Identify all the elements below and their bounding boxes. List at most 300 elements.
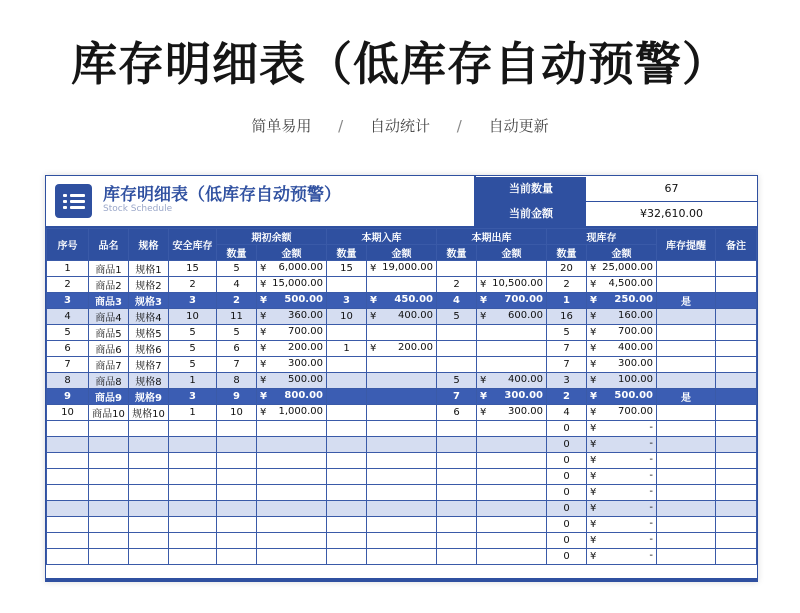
cell-current-qty[interactable]: 16: [547, 309, 587, 325]
cell-current-amount: -: [649, 550, 653, 561]
cell-safety-stock[interactable]: [169, 421, 217, 437]
cell-inbound-amount-wrap[interactable]: [367, 389, 437, 405]
cell-current-amount: -: [649, 534, 653, 545]
cell-outbound-amount-wrap[interactable]: [477, 405, 547, 421]
cell-inbound-amount-wrap[interactable]: [367, 261, 437, 277]
cell-current-qty[interactable]: 3: [547, 373, 587, 389]
sheet-bottom-border: [46, 578, 757, 581]
currency-symbol: ¥: [370, 343, 377, 354]
cell-outbound-qty[interactable]: [437, 485, 477, 501]
cell-inbound-amount-wrap[interactable]: [367, 501, 437, 517]
cell-opening-qty[interactable]: [217, 549, 257, 565]
cell-name[interactable]: 商品2: [89, 277, 129, 293]
cell-outbound-amount-wrap[interactable]: [477, 453, 547, 469]
cell-note[interactable]: [716, 517, 757, 533]
cell-opening-amount-wrap[interactable]: [257, 293, 327, 309]
cell-no[interactable]: 4: [47, 309, 89, 325]
cell-spec[interactable]: 规格9: [129, 389, 169, 405]
cell-outbound-amount-wrap[interactable]: [477, 533, 547, 549]
cell-inbound-qty[interactable]: [327, 453, 367, 469]
cell-no[interactable]: 10: [47, 405, 89, 421]
cell-current-amount-wrap[interactable]: [587, 293, 657, 309]
cell-opening-amount: 300.00: [288, 358, 323, 369]
cell-current-amount-wrap[interactable]: [587, 373, 657, 389]
cell-current-qty[interactable]: 0: [547, 469, 587, 485]
cell-name[interactable]: [89, 533, 129, 549]
cell-no[interactable]: 3: [47, 293, 89, 309]
cell-current-amount-wrap[interactable]: [587, 277, 657, 293]
cell-outbound-amount-wrap[interactable]: [477, 309, 547, 325]
cell-current-qty[interactable]: 7: [547, 341, 587, 357]
currency-symbol: ¥: [260, 295, 267, 306]
cell-spec[interactable]: 规格2: [129, 277, 169, 293]
cell-outbound-qty[interactable]: [437, 341, 477, 357]
cell-spec[interactable]: 规格5: [129, 325, 169, 341]
cell-no[interactable]: [47, 549, 89, 565]
cell-note[interactable]: [716, 277, 757, 293]
cell-no[interactable]: 2: [47, 277, 89, 293]
cell-inbound-qty[interactable]: [327, 485, 367, 501]
cell-opening-qty[interactable]: [217, 421, 257, 437]
cell-outbound-qty[interactable]: 6: [437, 405, 477, 421]
cell-inbound-amount-wrap[interactable]: [367, 421, 437, 437]
cell-outbound-amount-wrap[interactable]: [477, 501, 547, 517]
subheader-qty: 数量: [327, 245, 367, 261]
cell-current-qty[interactable]: 0: [547, 549, 587, 565]
cell-name[interactable]: [89, 517, 129, 533]
subheader-amount: 金额: [587, 245, 657, 261]
cell-name[interactable]: [89, 421, 129, 437]
cell-inbound-qty[interactable]: [327, 469, 367, 485]
cell-opening-amount-wrap[interactable]: [257, 309, 327, 325]
cell-opening-amount-wrap[interactable]: [257, 357, 327, 373]
cell-spec[interactable]: 规格10: [129, 405, 169, 421]
cell-current-amount-wrap[interactable]: [587, 325, 657, 341]
cell-opening-qty[interactable]: 11: [217, 309, 257, 325]
cell-inbound-qty[interactable]: [327, 357, 367, 373]
cell-name[interactable]: [89, 485, 129, 501]
cell-stock-alert[interactable]: [657, 517, 716, 533]
cell-current-qty[interactable]: 7: [547, 357, 587, 373]
cell-inbound-qty[interactable]: 15: [327, 261, 367, 277]
cell-outbound-amount-wrap[interactable]: [477, 389, 547, 405]
cell-stock-alert[interactable]: 是: [657, 293, 716, 309]
cell-opening-amount-wrap[interactable]: [257, 501, 327, 517]
cell-current-qty[interactable]: 4: [547, 405, 587, 421]
cell-spec[interactable]: [129, 501, 169, 517]
cell-inbound-amount-wrap[interactable]: [367, 293, 437, 309]
cell-spec[interactable]: 规格7: [129, 357, 169, 373]
cell-outbound-qty[interactable]: [437, 517, 477, 533]
cell-opening-qty[interactable]: [217, 437, 257, 453]
cell-current-amount-wrap[interactable]: [587, 341, 657, 357]
cell-note[interactable]: [716, 533, 757, 549]
cell-outbound-qty[interactable]: [437, 549, 477, 565]
cell-safety-stock[interactable]: [169, 549, 217, 565]
table-row: [47, 293, 757, 309]
cell-opening-qty[interactable]: 6: [217, 341, 257, 357]
currency-symbol: ¥: [260, 263, 267, 274]
cell-stock-alert[interactable]: [657, 485, 716, 501]
cell-note[interactable]: [716, 453, 757, 469]
cell-inbound-qty[interactable]: [327, 533, 367, 549]
table-row: [47, 437, 757, 453]
cell-safety-stock[interactable]: 3: [169, 389, 217, 405]
subheader-qty: 数量: [217, 245, 257, 261]
cell-inbound-qty[interactable]: [327, 325, 367, 341]
cell-outbound-qty[interactable]: 7: [437, 389, 477, 405]
cell-outbound-qty[interactable]: [437, 357, 477, 373]
cell-spec[interactable]: [129, 469, 169, 485]
cell-opening-qty[interactable]: [217, 517, 257, 533]
cell-opening-amount-wrap[interactable]: [257, 373, 327, 389]
cell-outbound-qty[interactable]: [437, 325, 477, 341]
summary-amount: [476, 202, 757, 226]
cell-opening-qty[interactable]: 7: [217, 357, 257, 373]
cell-stock-alert[interactable]: [657, 469, 716, 485]
cell-current-amount-wrap[interactable]: [587, 485, 657, 501]
cell-outbound-amount-wrap[interactable]: [477, 357, 547, 373]
cell-current-amount: 300.00: [618, 358, 653, 369]
cell-spec[interactable]: [129, 421, 169, 437]
cell-spec[interactable]: [129, 533, 169, 549]
cell-outbound-qty[interactable]: [437, 533, 477, 549]
cell-opening-qty[interactable]: 10: [217, 405, 257, 421]
cell-outbound-qty[interactable]: [437, 261, 477, 277]
cell-spec[interactable]: [129, 549, 169, 565]
cell-outbound-amount-wrap[interactable]: [477, 517, 547, 533]
cell-current-amount-wrap[interactable]: [587, 421, 657, 437]
cell-opening-qty[interactable]: [217, 453, 257, 469]
cell-no[interactable]: 9: [47, 389, 89, 405]
cell-spec[interactable]: 规格6: [129, 341, 169, 357]
cell-spec[interactable]: 规格3: [129, 293, 169, 309]
cell-opening-amount-wrap[interactable]: [257, 469, 327, 485]
cell-inbound-qty[interactable]: [327, 421, 367, 437]
cell-safety-stock[interactable]: [169, 517, 217, 533]
cell-name[interactable]: 商品7: [89, 357, 129, 373]
cell-current-amount: 25,000.00: [602, 262, 653, 273]
cell-outbound-qty[interactable]: 5: [437, 309, 477, 325]
cell-opening-amount-wrap[interactable]: [257, 485, 327, 501]
cell-stock-alert[interactable]: [657, 437, 716, 453]
cell-opening-amount-wrap[interactable]: [257, 389, 327, 405]
cell-note[interactable]: [716, 421, 757, 437]
cell-name[interactable]: 商品6: [89, 341, 129, 357]
cell-opening-qty[interactable]: [217, 533, 257, 549]
cell-name[interactable]: [89, 469, 129, 485]
cell-note[interactable]: [716, 485, 757, 501]
cell-spec[interactable]: 规格1: [129, 261, 169, 277]
cell-current-amount-wrap[interactable]: [587, 261, 657, 277]
currency-symbol: ¥: [590, 487, 597, 498]
cell-current-amount: -: [649, 454, 653, 465]
cell-current-amount-wrap[interactable]: [587, 357, 657, 373]
cell-spec[interactable]: [129, 517, 169, 533]
cell-note[interactable]: [716, 293, 757, 309]
cell-stock-alert[interactable]: [657, 453, 716, 469]
cell-spec[interactable]: [129, 485, 169, 501]
cell-safety-stock[interactable]: 1: [169, 405, 217, 421]
cell-no[interactable]: [47, 421, 89, 437]
cell-no[interactable]: [47, 437, 89, 453]
cell-inbound-qty[interactable]: [327, 437, 367, 453]
cell-stock-alert[interactable]: [657, 341, 716, 357]
cell-inbound-qty[interactable]: 10: [327, 309, 367, 325]
subtitle-separator: /: [338, 117, 344, 135]
cell-outbound-amount-wrap[interactable]: [477, 261, 547, 277]
cell-current-amount-wrap[interactable]: [587, 453, 657, 469]
cell-no[interactable]: [47, 517, 89, 533]
cell-stock-alert[interactable]: 是: [657, 389, 716, 405]
cell-name[interactable]: 商品4: [89, 309, 129, 325]
cell-safety-stock[interactable]: 5: [169, 325, 217, 341]
cell-safety-stock[interactable]: [169, 453, 217, 469]
cell-current-amount-wrap[interactable]: [587, 549, 657, 565]
cell-inbound-amount-wrap[interactable]: [367, 485, 437, 501]
cell-safety-stock[interactable]: [169, 469, 217, 485]
cell-inbound-amount-wrap[interactable]: [367, 373, 437, 389]
currency-symbol: ¥: [260, 311, 267, 322]
cell-outbound-amount-wrap[interactable]: [477, 373, 547, 389]
cell-inbound-qty[interactable]: [327, 373, 367, 389]
cell-outbound-amount-wrap[interactable]: [477, 325, 547, 341]
cell-inbound-qty[interactable]: [327, 277, 367, 293]
cell-inbound-qty[interactable]: 3: [327, 293, 367, 309]
cell-outbound-amount-wrap[interactable]: [477, 277, 547, 293]
cell-opening-qty[interactable]: [217, 501, 257, 517]
cell-no[interactable]: [47, 469, 89, 485]
cell-current-amount-wrap[interactable]: [587, 437, 657, 453]
cell-inbound-amount-wrap[interactable]: [367, 277, 437, 293]
cell-outbound-amount-wrap[interactable]: [477, 485, 547, 501]
cell-opening-amount-wrap[interactable]: [257, 405, 327, 421]
cell-inbound-amount-wrap[interactable]: [367, 341, 437, 357]
cell-name[interactable]: [89, 453, 129, 469]
cell-current-amount-wrap[interactable]: [587, 517, 657, 533]
cell-safety-stock[interactable]: [169, 501, 217, 517]
cell-stock-alert[interactable]: [657, 549, 716, 565]
cell-outbound-qty[interactable]: [437, 453, 477, 469]
cell-safety-stock[interactable]: 1: [169, 373, 217, 389]
cell-spec[interactable]: 规格8: [129, 373, 169, 389]
cell-current-qty[interactable]: 0: [547, 453, 587, 469]
cell-current-amount-wrap[interactable]: [587, 469, 657, 485]
table-row: [47, 485, 757, 501]
cell-note[interactable]: [716, 437, 757, 453]
cell-current-amount-wrap[interactable]: [587, 389, 657, 405]
header-outbound: 本期出库: [437, 229, 547, 245]
cell-spec[interactable]: 规格4: [129, 309, 169, 325]
header-no: 序号: [47, 229, 89, 261]
cell-note[interactable]: [716, 405, 757, 421]
cell-outbound-qty[interactable]: 2: [437, 277, 477, 293]
cell-no[interactable]: [47, 485, 89, 501]
cell-safety-stock[interactable]: [169, 485, 217, 501]
cell-current-qty[interactable]: 0: [547, 517, 587, 533]
cell-opening-qty[interactable]: [217, 469, 257, 485]
cell-safety-stock[interactable]: [169, 437, 217, 453]
cell-no[interactable]: [47, 533, 89, 549]
cell-opening-qty[interactable]: 9: [217, 389, 257, 405]
cell-note[interactable]: [716, 261, 757, 277]
cell-note[interactable]: [716, 325, 757, 341]
cell-current-qty[interactable]: 0: [547, 437, 587, 453]
cell-opening-amount-wrap[interactable]: [257, 517, 327, 533]
cell-inbound-amount-wrap[interactable]: [367, 437, 437, 453]
cell-opening-qty[interactable]: 8: [217, 373, 257, 389]
summary-value[interactable]: 67: [664, 182, 679, 195]
cell-note[interactable]: [716, 341, 757, 357]
cell-opening-amount-wrap[interactable]: [257, 277, 327, 293]
cell-current-amount: 100.00: [618, 374, 653, 385]
cell-outbound-amount: 700.00: [504, 294, 543, 305]
cell-inbound-amount-wrap[interactable]: [367, 309, 437, 325]
cell-name[interactable]: 商品1: [89, 261, 129, 277]
cell-safety-stock[interactable]: 15: [169, 261, 217, 277]
table-row: [47, 389, 757, 405]
cell-name[interactable]: 商品5: [89, 325, 129, 341]
cell-safety-stock[interactable]: 10: [169, 309, 217, 325]
cell-current-amount-wrap[interactable]: [587, 501, 657, 517]
cell-outbound-qty[interactable]: [437, 469, 477, 485]
cell-inbound-qty[interactable]: 1: [327, 341, 367, 357]
header-spec: 规格: [129, 229, 169, 261]
cell-stock-alert[interactable]: [657, 533, 716, 549]
cell-opening-amount-wrap[interactable]: [257, 325, 327, 341]
cell-current-amount-wrap[interactable]: [587, 405, 657, 421]
cell-outbound-qty[interactable]: [437, 421, 477, 437]
cell-opening-amount-wrap[interactable]: [257, 549, 327, 565]
cell-no[interactable]: 8: [47, 373, 89, 389]
cell-current-qty[interactable]: 0: [547, 485, 587, 501]
cell-outbound-amount-wrap[interactable]: [477, 469, 547, 485]
currency-symbol: ¥: [590, 439, 597, 450]
cell-opening-amount-wrap[interactable]: [257, 421, 327, 437]
currency-symbol: ¥: [370, 263, 377, 274]
cell-stock-alert[interactable]: [657, 501, 716, 517]
cell-outbound-amount-wrap[interactable]: [477, 341, 547, 357]
cell-stock-alert[interactable]: [657, 261, 716, 277]
cell-current-qty[interactable]: 2: [547, 389, 587, 405]
cell-opening-amount-wrap[interactable]: [257, 341, 327, 357]
cell-inbound-amount-wrap[interactable]: [367, 325, 437, 341]
cell-name[interactable]: 商品9: [89, 389, 129, 405]
cell-inbound-amount-wrap[interactable]: [367, 549, 437, 565]
cell-opening-amount-wrap[interactable]: [257, 453, 327, 469]
cell-current-amount-wrap[interactable]: [587, 533, 657, 549]
cell-no[interactable]: [47, 501, 89, 517]
cell-note[interactable]: [716, 389, 757, 405]
cell-current-qty[interactable]: 0: [547, 533, 587, 549]
cell-stock-alert[interactable]: [657, 277, 716, 293]
cell-current-amount-wrap[interactable]: [587, 309, 657, 325]
cell-name[interactable]: [89, 501, 129, 517]
cell-safety-stock[interactable]: 2: [169, 277, 217, 293]
cell-stock-alert[interactable]: [657, 309, 716, 325]
cell-inbound-qty[interactable]: [327, 549, 367, 565]
cell-current-amount: 400.00: [618, 342, 653, 353]
cell-safety-stock[interactable]: 5: [169, 357, 217, 373]
cell-outbound-qty[interactable]: [437, 437, 477, 453]
cell-outbound-qty[interactable]: [437, 501, 477, 517]
cell-inbound-amount-wrap[interactable]: [367, 517, 437, 533]
cell-outbound-qty[interactable]: 5: [437, 373, 477, 389]
cell-note[interactable]: [716, 357, 757, 373]
cell-stock-alert[interactable]: [657, 325, 716, 341]
cell-stock-alert[interactable]: [657, 421, 716, 437]
cell-inbound-qty[interactable]: [327, 501, 367, 517]
header-current-stock: 现库存: [547, 229, 657, 245]
cell-opening-amount-wrap[interactable]: [257, 261, 327, 277]
cell-spec[interactable]: [129, 453, 169, 469]
cell-inbound-amount-wrap[interactable]: [367, 357, 437, 373]
cell-opening-qty[interactable]: 4: [217, 277, 257, 293]
cell-inbound-amount-wrap[interactable]: [367, 533, 437, 549]
cell-inbound-qty[interactable]: [327, 389, 367, 405]
cell-current-qty[interactable]: 20: [547, 261, 587, 277]
cell-opening-qty[interactable]: 2: [217, 293, 257, 309]
cell-note[interactable]: [716, 501, 757, 517]
cell-outbound-qty[interactable]: 4: [437, 293, 477, 309]
cell-name[interactable]: 商品3: [89, 293, 129, 309]
cell-inbound-amount-wrap[interactable]: [367, 469, 437, 485]
cell-no[interactable]: 1: [47, 261, 89, 277]
cell-note[interactable]: [716, 549, 757, 565]
cell-inbound-amount-wrap[interactable]: [367, 405, 437, 421]
cell-opening-qty[interactable]: 5: [217, 261, 257, 277]
cell-outbound-amount-wrap[interactable]: [477, 549, 547, 565]
cell-note[interactable]: [716, 309, 757, 325]
cell-outbound-amount: 300.00: [504, 390, 543, 401]
cell-stock-alert[interactable]: [657, 373, 716, 389]
cell-safety-stock[interactable]: [169, 533, 217, 549]
cell-safety-stock[interactable]: 3: [169, 293, 217, 309]
cell-current-qty[interactable]: 0: [547, 501, 587, 517]
cell-note[interactable]: [716, 469, 757, 485]
cell-no[interactable]: 5: [47, 325, 89, 341]
cell-no[interactable]: [47, 453, 89, 469]
cell-inbound-qty[interactable]: [327, 517, 367, 533]
cell-outbound-amount-wrap[interactable]: [477, 437, 547, 453]
cell-name[interactable]: 商品10: [89, 405, 129, 421]
cell-name[interactable]: [89, 549, 129, 565]
cell-name[interactable]: 商品8: [89, 373, 129, 389]
cell-opening-amount-wrap[interactable]: [257, 437, 327, 453]
cell-current-qty[interactable]: 2: [547, 277, 587, 293]
cell-inbound-qty[interactable]: [327, 405, 367, 421]
cell-opening-amount-wrap[interactable]: [257, 533, 327, 549]
cell-no[interactable]: 6: [47, 341, 89, 357]
cell-outbound-amount-wrap[interactable]: [477, 293, 547, 309]
cell-name[interactable]: [89, 437, 129, 453]
cell-no[interactable]: 7: [47, 357, 89, 373]
cell-current-qty[interactable]: 5: [547, 325, 587, 341]
cell-safety-stock[interactable]: 5: [169, 341, 217, 357]
cell-inbound-amount-wrap[interactable]: [367, 453, 437, 469]
cell-stock-alert[interactable]: [657, 405, 716, 421]
cell-current-qty[interactable]: 1: [547, 293, 587, 309]
table-row: [47, 549, 757, 565]
cell-opening-qty[interactable]: 5: [217, 325, 257, 341]
cell-current-qty[interactable]: 0: [547, 421, 587, 437]
cell-outbound-amount-wrap[interactable]: [477, 421, 547, 437]
cell-opening-qty[interactable]: [217, 485, 257, 501]
cell-stock-alert[interactable]: [657, 357, 716, 373]
summary-value[interactable]: ¥32,610.00: [640, 207, 703, 220]
cell-note[interactable]: [716, 373, 757, 389]
cell-spec[interactable]: [129, 437, 169, 453]
